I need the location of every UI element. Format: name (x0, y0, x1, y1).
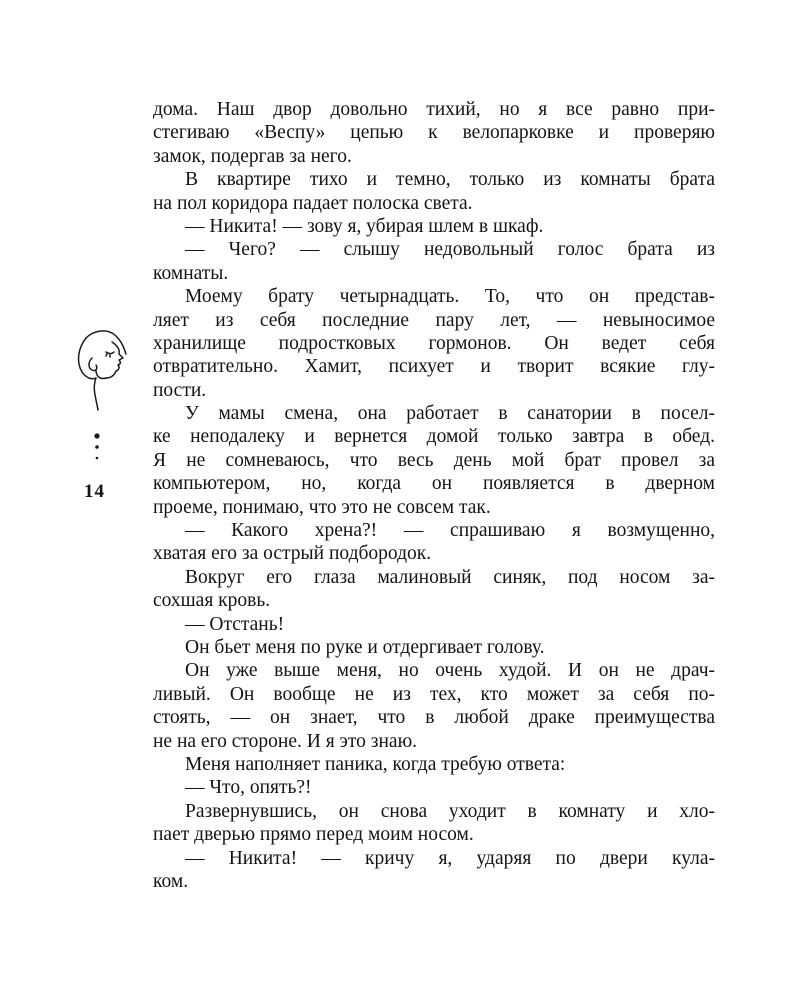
text-line: — Никита! — зову я, убирая шлем в шкаф. (185, 215, 544, 237)
text-line: проеме, понимаю, что это не совсем так. (153, 496, 491, 518)
text-line: Меня наполняет паника, когда требую ответа: (185, 753, 566, 775)
text-line: дома. Наш двор довольно тихий, но я все равно при- (153, 99, 715, 120)
text-line: пости. (153, 379, 207, 401)
text-line: Он уже выше меня, но очень худой. И он не драч- (185, 660, 715, 682)
text-line: пает дверью прямо перед моим носом. (153, 824, 474, 846)
text-line: ливый. Он вообще не из тех, кто может за себя по- (153, 683, 715, 705)
page-text (153, 98, 715, 893)
text-line: хранилище подростковых гормонов. Он ведет себя (153, 332, 715, 354)
text-line: — Отстань! (185, 613, 285, 635)
text-line: на пол коридора падает полоска света. (153, 192, 473, 214)
text-line: — Чего? — слышу недовольный голос брата из (185, 239, 715, 261)
text-line: компьютером, но, когда он появляется в дверном (153, 473, 715, 495)
text-line: стегиваю «Веспу» цепью к велопарковке и проверяю (153, 122, 715, 144)
text-line: ком. (153, 870, 189, 892)
text-line: У мамы смена, она работает в санатории в посел- (185, 403, 715, 425)
text-line: замок, подергав за него. (153, 145, 352, 167)
text-line: Он бьет меня по руке и отдергивает голову. (185, 636, 545, 658)
text-line: — Что, опять?! (185, 777, 312, 799)
text-line: стоять, — он знает, что в любой драке преимущества (153, 707, 715, 729)
text-line: комнаты. (153, 262, 229, 284)
text-line: отвратительно. Хамит, психует и творит всякие глу- (153, 356, 715, 378)
text-line: В квартире тихо и темно, только из комнаты брата (185, 169, 715, 191)
page-number: 14 (84, 481, 105, 502)
text-line: не на его стороне. И я это знаю. (153, 730, 418, 752)
text-line: Вокруг его глаза малиновый синяк, под носом за- (185, 566, 715, 588)
text-line: Моему брату четырнадцать. То, что он представ- (185, 286, 715, 308)
vertical-dots-icon (91, 432, 103, 469)
text-line: ке неподалеку и вернется домой только завтра в обед. (153, 426, 715, 448)
text-line: ляет из себя последние пару лет, — невыносимое (153, 309, 715, 331)
text-line: хватая его за острый подбородок. (153, 543, 432, 565)
text-line: — Какого хрена?! — спрашиваю я возмущенно, (185, 520, 715, 542)
face-line-art-icon (66, 318, 136, 423)
text-line: Я не сомневаюсь, что весь день мой брат провел за (153, 449, 715, 471)
text-line: Развернувшись, он снова уходит в комнату и хло- (185, 800, 715, 822)
text-line: сохшая кровь. (153, 590, 271, 612)
text-line: — Никита! — кричу я, ударяя по двери кула- (185, 847, 715, 869)
